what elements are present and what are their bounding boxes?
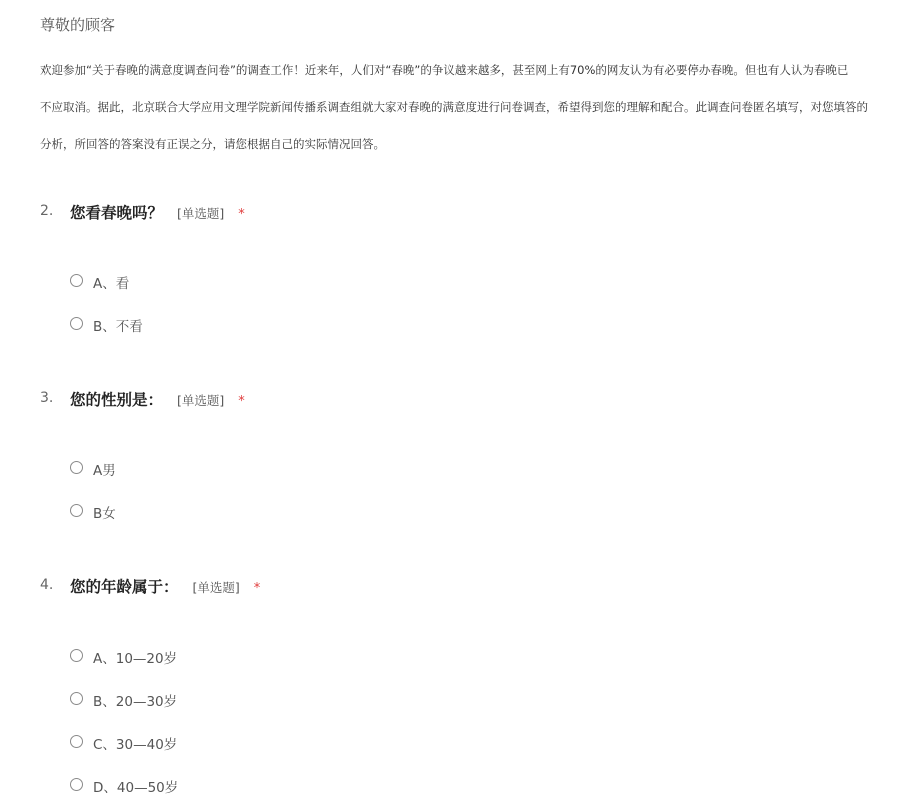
option-label[interactable]: B、20—30岁 [93,694,178,710]
radio-button[interactable] [70,649,83,662]
question-title-text: 您看春晚吗？ [70,204,164,222]
required-marker: * [253,581,261,596]
question-title-text: 您的年龄属于： [70,578,179,596]
question-type-badge: [单选题] [177,393,225,408]
radio-button[interactable] [70,692,83,705]
question-title [70,575,260,597]
question-title [70,201,245,223]
intro-line: 欢迎参加“关于春晚的满意度调查问卷”的调查工作！近来年，人们对“春晚”的争议越来越多，甚至网上有70%的网友认为有必要停办春晚。但也有人认为春晚已 [40,63,849,77]
radio-button[interactable] [70,274,83,287]
option-label[interactable]: C、30—40岁 [93,737,178,753]
option-label[interactable]: B女 [93,506,116,522]
question-type-badge: [单选题] [177,206,225,221]
option-label[interactable]: A、看 [93,276,130,292]
question-number: 2. [40,203,54,219]
radio-button[interactable] [70,735,83,748]
question-number: 4. [40,577,54,593]
survey-intro [40,52,900,163]
radio-button[interactable] [70,504,83,517]
option-label[interactable]: A、10—20岁 [93,651,178,667]
radio-button[interactable] [70,461,83,474]
greeting-heading: 尊敬的顾客 [40,16,116,34]
intro-line: 不应取消。据此，北京联合大学应用文理学院新闻传播系调查组就大家对春晚的满意度进行问卷调查，希望得到您的理解和配合。此调查问卷匿名填写，对您填答的 [40,100,868,114]
option-label[interactable]: A男 [93,463,116,479]
required-marker: * [238,394,245,409]
radio-button[interactable] [70,317,83,330]
question-title-text: 您的性别是： [70,391,164,409]
radio-button[interactable] [70,778,83,791]
option-label[interactable]: D、40—50岁 [93,780,179,796]
option-label[interactable]: B、不看 [93,319,143,335]
required-marker: * [238,207,245,222]
question-title [70,388,245,410]
question-type-badge: [单选题] [192,580,240,595]
intro-line: 分析，所回答的答案没有正误之分，请您根据自己的实际情况回答。 [40,137,385,151]
question-number: 3. [40,390,54,406]
